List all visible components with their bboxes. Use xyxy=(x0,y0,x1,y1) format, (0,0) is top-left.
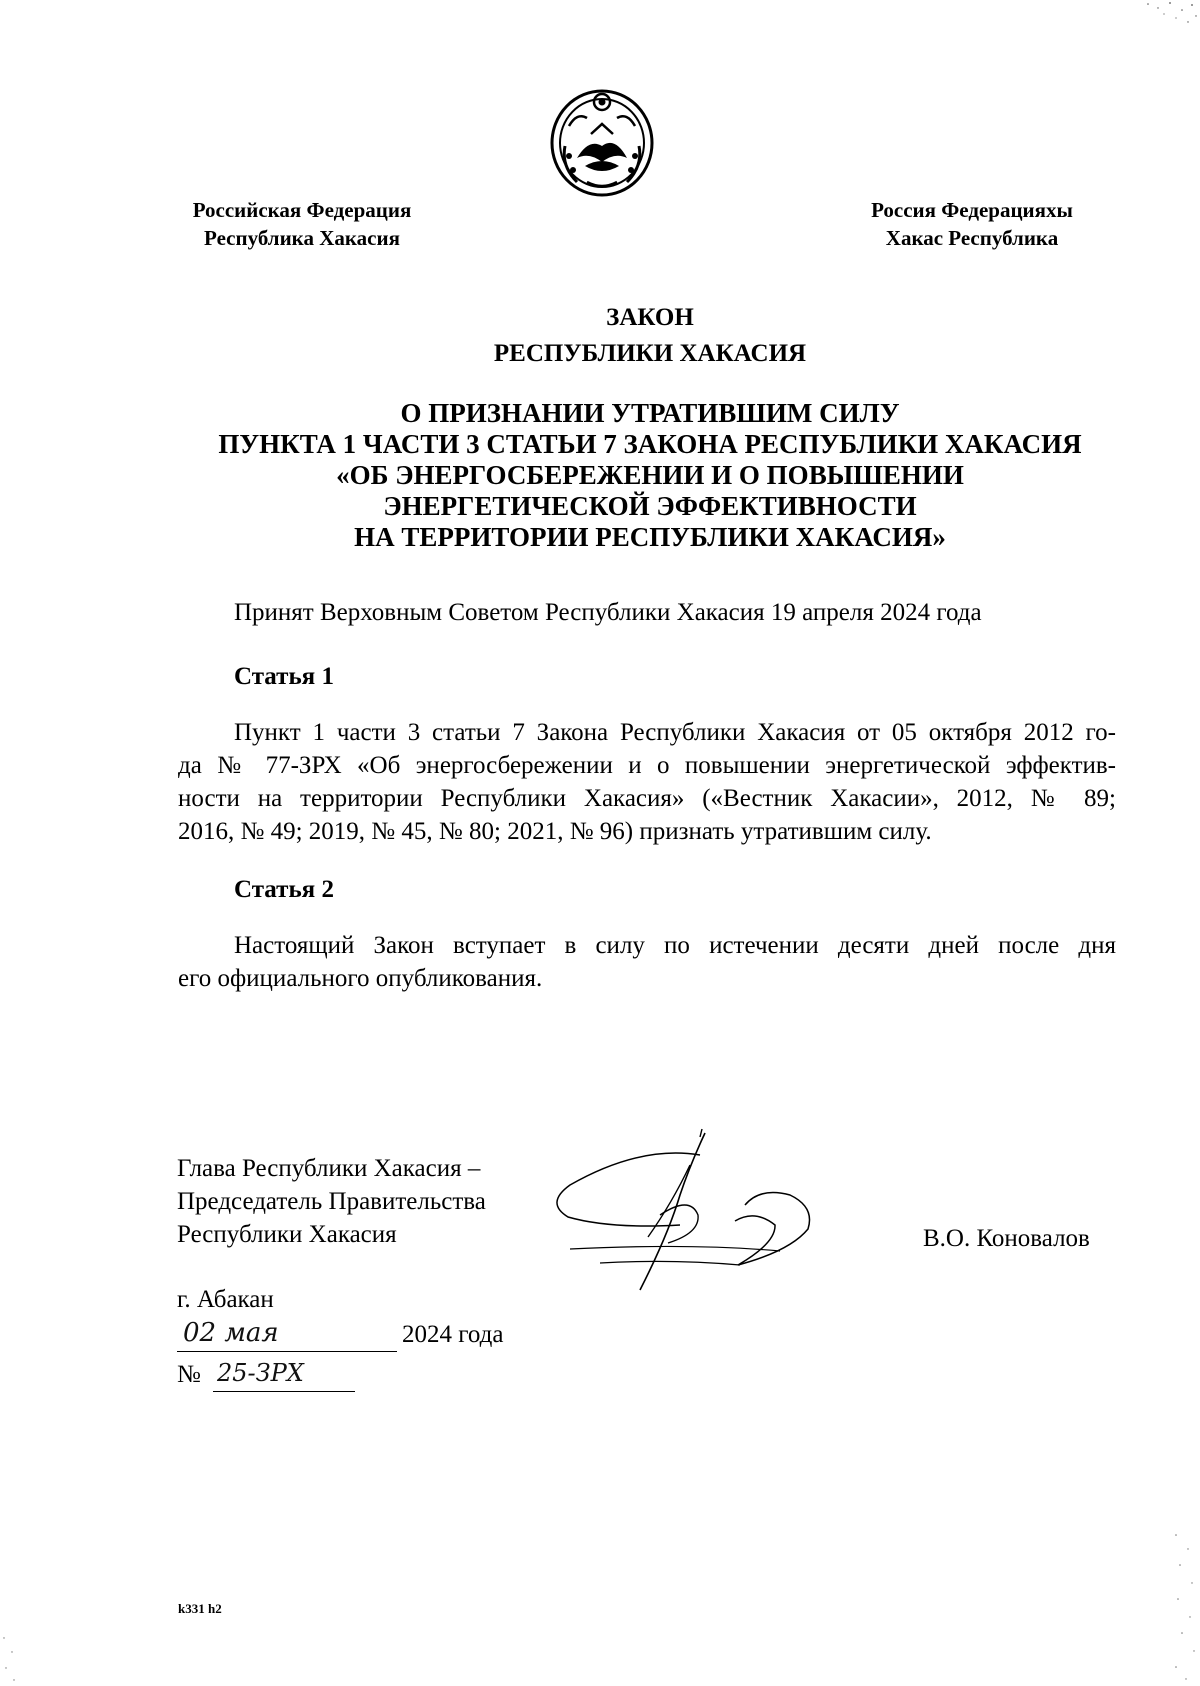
header-right-line1: Россия Федерацияхы xyxy=(871,198,1073,222)
paragraph-line: да № 77-ЗРХ «Об энергосбережении и о повышении энергетической эффектив- xyxy=(178,752,1116,779)
subject-line: «ОБ ЭНЕРГОСБЕРЕЖЕНИИ И О ПОВЫШЕНИИ xyxy=(336,460,964,490)
number-sign: № xyxy=(177,1361,201,1388)
document-code: k331 h2 xyxy=(178,1601,222,1616)
header-right xyxy=(838,196,1106,252)
date-year: 2024 года xyxy=(402,1321,504,1348)
paragraph-line: Пункт 1 части 3 статьи 7 Закона Республики Хакасия от 05 октября 2012 го- xyxy=(234,719,1116,746)
adoption-statement: Принят Верховным Советом Республики Хакасия 19 апреля 2024 года xyxy=(234,599,982,626)
subject-line: НА ТЕРРИТОРИИ РЕСПУБЛИКИ ХАКАСИЯ» xyxy=(354,522,946,552)
city-label: г. Абакан xyxy=(177,1286,274,1313)
paragraph-line: его официального опубликования. xyxy=(178,965,543,992)
header-left-line1: Российская Федерация xyxy=(192,198,412,222)
position-line: Глава Республики Хакасия – xyxy=(177,1155,481,1182)
position-line: Республики Хакасия xyxy=(177,1221,397,1248)
paragraph-line: ности на территории Республики Хакасия» («Вестник Хакасии», 2012, № 89; xyxy=(178,785,1116,812)
handwritten-number: 25-ЗРХ xyxy=(213,1358,355,1392)
article-2-title: Статья 2 xyxy=(234,876,334,903)
handwritten-signature xyxy=(540,1125,850,1305)
scan-artifact xyxy=(1140,0,1200,30)
position-line: Председатель Правительства xyxy=(177,1188,486,1215)
law-number xyxy=(177,1358,377,1396)
coat-of-arms-emblem xyxy=(547,86,657,198)
header-left-line2: Республика Хакасия xyxy=(204,226,400,250)
paragraph-line: 2016, № 49; 2019, № 45, № 80; 2021, № 96) признать утратившим силу. xyxy=(178,818,932,845)
signer-name: В.О. Коновалов xyxy=(923,1225,1090,1252)
paragraph-line: Настоящий Закон вступает в силу по истечении десяти дней после дня xyxy=(234,932,1116,959)
header-right-line2: Хакас Республика xyxy=(885,226,1059,250)
subject-line: ПУНКТА 1 ЧАСТИ 3 СТАТЬИ 7 ЗАКОНА РЕСПУБЛИКИ ХАКАСИЯ xyxy=(218,429,1082,459)
signatory-position xyxy=(177,1152,486,1251)
scan-artifact xyxy=(0,1630,20,1686)
article-1-title: Статья 1 xyxy=(234,663,334,690)
law-heading: ЗАКОН xyxy=(606,304,694,331)
article-2-text xyxy=(178,929,1116,995)
law-republic-heading: РЕСПУБЛИКИ ХАКАСИЯ xyxy=(493,340,807,367)
handwritten-date: 02 мая xyxy=(177,1318,397,1352)
article-1-text xyxy=(178,716,1116,848)
signing-date xyxy=(177,1318,537,1358)
subject-line: О ПРИЗНАНИИ УТРАТИВШИМ СИЛУ xyxy=(400,398,900,428)
subject-line: ЭНЕРГЕТИЧЕСКОЙ ЭФФЕКТИВНОСТИ xyxy=(383,491,917,521)
law-subject-title xyxy=(100,398,1200,553)
header-left xyxy=(168,196,436,252)
scan-artifact xyxy=(1170,1525,1200,1685)
